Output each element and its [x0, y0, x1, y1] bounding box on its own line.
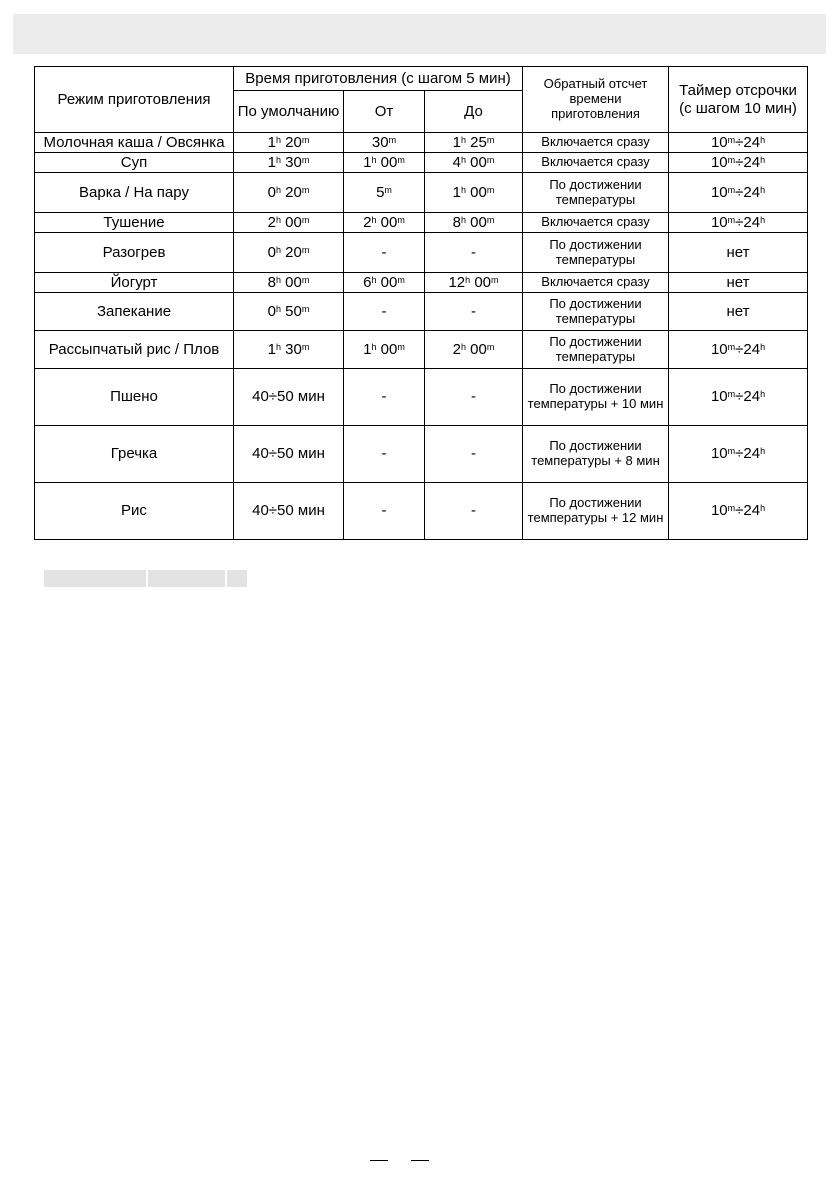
- mode-cell: Варка / На пару: [35, 173, 234, 213]
- header-to: До: [425, 91, 523, 133]
- default-time-cell: 1$^h$ 20$^m$: [234, 133, 344, 153]
- countdown-cell: Включается сразу: [523, 213, 669, 233]
- footer-rule: [370, 1160, 388, 1161]
- min-time-cell: 6$^h$ 00$^m$: [344, 273, 425, 293]
- table-row: [35, 331, 808, 369]
- mode-cell: Тушение: [35, 213, 234, 233]
- mode-cell: Молочная каша / Овсянка: [35, 133, 234, 153]
- max-time-cell: 4$^h$ 00$^m$: [425, 153, 523, 173]
- timer-cell: $10^m\div 24^h$: [669, 133, 808, 153]
- timer-cell: $10^m\div 24^h$: [669, 173, 808, 213]
- min-time-cell: 5$^m$: [344, 173, 425, 213]
- max-time-cell: 1$^h$ 25$^m$: [425, 133, 523, 153]
- max-time-cell: -: [425, 293, 523, 331]
- timer-cell: $10^m\div 24^h$: [669, 213, 808, 233]
- table-row: [35, 426, 808, 483]
- min-time-cell: -: [344, 426, 425, 483]
- timer-cell: нет: [669, 233, 808, 273]
- countdown-cell: По достижении температуры: [523, 331, 669, 369]
- redacted-block: [148, 570, 225, 587]
- table-row: [35, 133, 808, 153]
- countdown-cell: Включается сразу: [523, 133, 669, 153]
- timer-cell: $10^m\div 24^h$: [669, 483, 808, 540]
- mode-cell: Рассыпчатый рис / Плов: [35, 331, 234, 369]
- mode-cell: Запекание: [35, 293, 234, 331]
- mode-cell: Рис: [35, 483, 234, 540]
- header-from: От: [344, 91, 425, 133]
- timer-cell: нет: [669, 293, 808, 331]
- mode-cell: Разогрев: [35, 233, 234, 273]
- redacted-caption-bar: [44, 570, 249, 587]
- timer-cell: $10^m\div 24^h$: [669, 153, 808, 173]
- max-time-cell: 12$^h$ 00$^m$: [425, 273, 523, 293]
- mode-cell: Пшено: [35, 369, 234, 426]
- countdown-cell: По достижении температуры + 8 мин: [523, 426, 669, 483]
- countdown-cell: По достижении температуры + 10 мин: [523, 369, 669, 426]
- table-row: [35, 483, 808, 540]
- redacted-block: [44, 570, 146, 587]
- countdown-cell: По достижении температуры + 12 мин: [523, 483, 669, 540]
- header-countdown: Обратный отсчет времени приготовления: [523, 67, 669, 133]
- default-time-cell: 40÷50 мин: [234, 426, 344, 483]
- min-time-cell: -: [344, 369, 425, 426]
- countdown-cell: По достижении температуры: [523, 233, 669, 273]
- default-time-cell: 1$^h$ 30$^m$: [234, 153, 344, 173]
- header-mode: Режим приготовления: [35, 67, 234, 133]
- max-time-cell: -: [425, 426, 523, 483]
- default-time-cell: 40÷50 мин: [234, 483, 344, 540]
- header-cooking-time: Время приготовления (с шагом 5 мин): [234, 67, 523, 91]
- table-row: [35, 173, 808, 213]
- min-time-cell: -: [344, 293, 425, 331]
- min-time-cell: 1$^h$ 00$^m$: [344, 331, 425, 369]
- max-time-cell: -: [425, 369, 523, 426]
- max-time-cell: 2$^h$ 00$^m$: [425, 331, 523, 369]
- cooking-modes-table: [34, 66, 808, 540]
- min-time-cell: 30$^m$: [344, 133, 425, 153]
- min-time-cell: -: [344, 483, 425, 540]
- timer-cell: нет: [669, 273, 808, 293]
- countdown-cell: По достижении температуры: [523, 173, 669, 213]
- max-time-cell: 1$^h$ 00$^m$: [425, 173, 523, 213]
- header-delay-timer: Таймер отсрочки (с шагом 10 мин): [669, 67, 808, 133]
- table-row: [35, 213, 808, 233]
- default-time-cell: 0$^h$ 20$^m$: [234, 233, 344, 273]
- mode-cell: Йогурт: [35, 273, 234, 293]
- default-time-cell: 0$^h$ 20$^m$: [234, 173, 344, 213]
- timer-cell: $10^m\div 24^h$: [669, 331, 808, 369]
- countdown-cell: Включается сразу: [523, 273, 669, 293]
- default-time-cell: 40÷50 мин: [234, 369, 344, 426]
- countdown-cell: Включается сразу: [523, 153, 669, 173]
- page-header-band: [13, 14, 826, 54]
- max-time-cell: 8$^h$ 00$^m$: [425, 213, 523, 233]
- min-time-cell: -: [344, 233, 425, 273]
- min-time-cell: 2$^h$ 00$^m$: [344, 213, 425, 233]
- table-row: [35, 153, 808, 173]
- footer-rule: [411, 1160, 429, 1161]
- mode-cell: Гречка: [35, 426, 234, 483]
- table-row: [35, 273, 808, 293]
- min-time-cell: 1$^h$ 00$^m$: [344, 153, 425, 173]
- mode-cell: Суп: [35, 153, 234, 173]
- table-row: [35, 233, 808, 273]
- default-time-cell: 2$^h$ 00$^m$: [234, 213, 344, 233]
- table-row: [35, 369, 808, 426]
- timer-cell: $10^m\div 24^h$: [669, 369, 808, 426]
- default-time-cell: 0$^h$ 50$^m$: [234, 293, 344, 331]
- redacted-block: [227, 570, 247, 587]
- max-time-cell: -: [425, 483, 523, 540]
- default-time-cell: 8$^h$ 00$^m$: [234, 273, 344, 293]
- header-default: По умолчанию: [234, 91, 344, 133]
- countdown-cell: По достижении температуры: [523, 293, 669, 331]
- max-time-cell: -: [425, 233, 523, 273]
- default-time-cell: 1$^h$ 30$^m$: [234, 331, 344, 369]
- table-row: [35, 293, 808, 331]
- timer-cell: $10^m\div 24^h$: [669, 426, 808, 483]
